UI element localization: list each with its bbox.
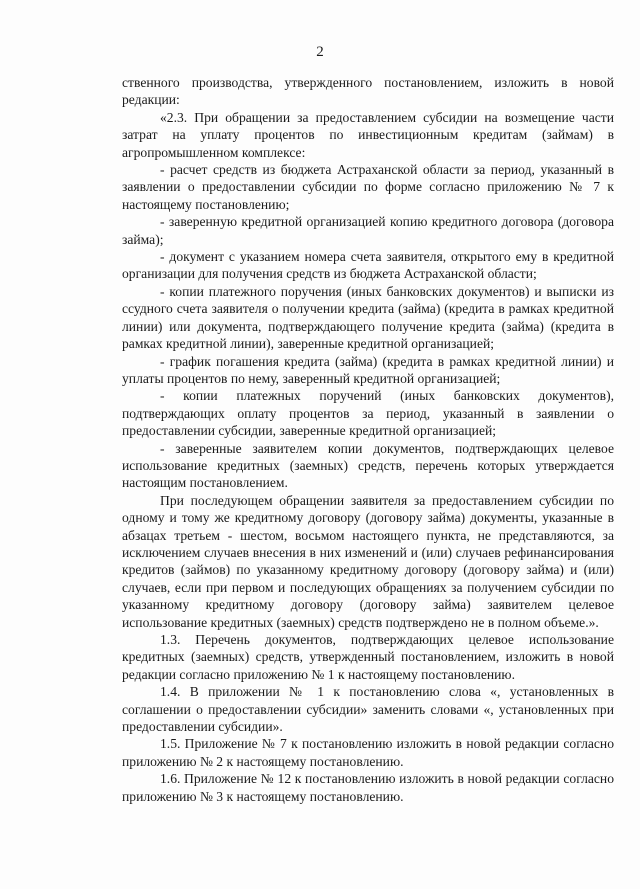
list-item-repayment-schedule: - график погашения кредита (займа) (кредита в рамках кредитной линии) и уплаты процентов по нему, заверенный кредитной организацией;: [122, 353, 614, 386]
paragraph-clause-1-3: 1.3. Перечень документов, подтверждающих целевое использование кредитных (заемных) средств, утвержденный постановлением, изложить в новой редакции согласно приложению № 1 к настоящему постановлению.: [122, 632, 614, 682]
list-item-credit-agreement-copy: - заверенную кредитной организацией копию кредитного договора (договора займа);: [122, 214, 614, 247]
list-item-account-document: - документ с указанием номера счета заявителя, открытого ему в кредитной организации для получения средств из бюджета Астраханской области;: [122, 249, 614, 282]
paragraph-clause-1-6: 1.6. Приложение № 12 к постановлению изложить в новой редакции согласно приложению № 3 к настоящему постановлению.: [122, 771, 614, 804]
paragraph-repeat-application: При последующем обращении заявителя за предоставлением субсидии по одному и тому же кредитному договору (договору займа) документы, указанные в абзацах третьем - шестом, восьмом настоящего пункта, не представляются, за исключением случаев внесения в них изменений и (или) случаев рефинансирования кредитов (займов) по указанному кредитному договору (договору займа) и (или) случаев, если при первом и последующих обращениях за получением субсидии по указанному кредитному договору (договору займа) заявителем целевое использование кредитных (заемных) средств подтверждено не в полном объеме.».: [122, 492, 614, 630]
paragraph-continuation: ственного производства, утвержденного постановлением, изложить в новой редакции:: [122, 75, 614, 108]
paragraph-clause-2-3: «2.3. При обращении за предоставлением субсидии на возмещение части затрат на уплату процентов по инвестиционным кредитам (займам) в агропромышленном комплексе:: [122, 109, 614, 160]
paragraph-clause-1-5: 1.5. Приложение № 7 к постановлению изложить в новой редакции согласно приложению № 2 к настоящему постановлению.: [122, 736, 614, 769]
paragraph-clause-1-4: 1.4. В приложении № 1 к постановлению слова «, установленных в соглашении о предоставлении субсидии» заменить словами «, установленных при предоставлении субсидии».: [122, 684, 614, 735]
list-item-payment-order-copies: - копии платежного поручения (иных банковских документов) и выписки из ссудного счета заявителя о получении кредита (займа) (кредита в рамках кредитной линии) или документа, подтверждающего получение кредита (займа) (кредита в рамках кредитной линии), заверенные кредитной организацией;: [122, 283, 614, 352]
list-item-target-use-documents: - заверенные заявителем копии документов, подтверждающих целевое использование кредитных (заемных) средств, перечень которых утверждается настоящим постановлением.: [122, 440, 614, 491]
page-number: 2: [316, 44, 324, 60]
list-item-interest-payment-orders: - копии платежных поручений (иных банковских документов), подтверждающих оплату процентов за период, указанный в заявлении о предоставлении субсидии, заверенные кредитной организацией;: [122, 388, 614, 439]
list-item-calculation: - расчет средств из бюджета Астраханской области за период, указанный в заявлении о предоставлении субсидии по форме согласно приложению № 7 к настоящему постановлению;: [122, 162, 614, 212]
document-body: [122, 74, 614, 805]
